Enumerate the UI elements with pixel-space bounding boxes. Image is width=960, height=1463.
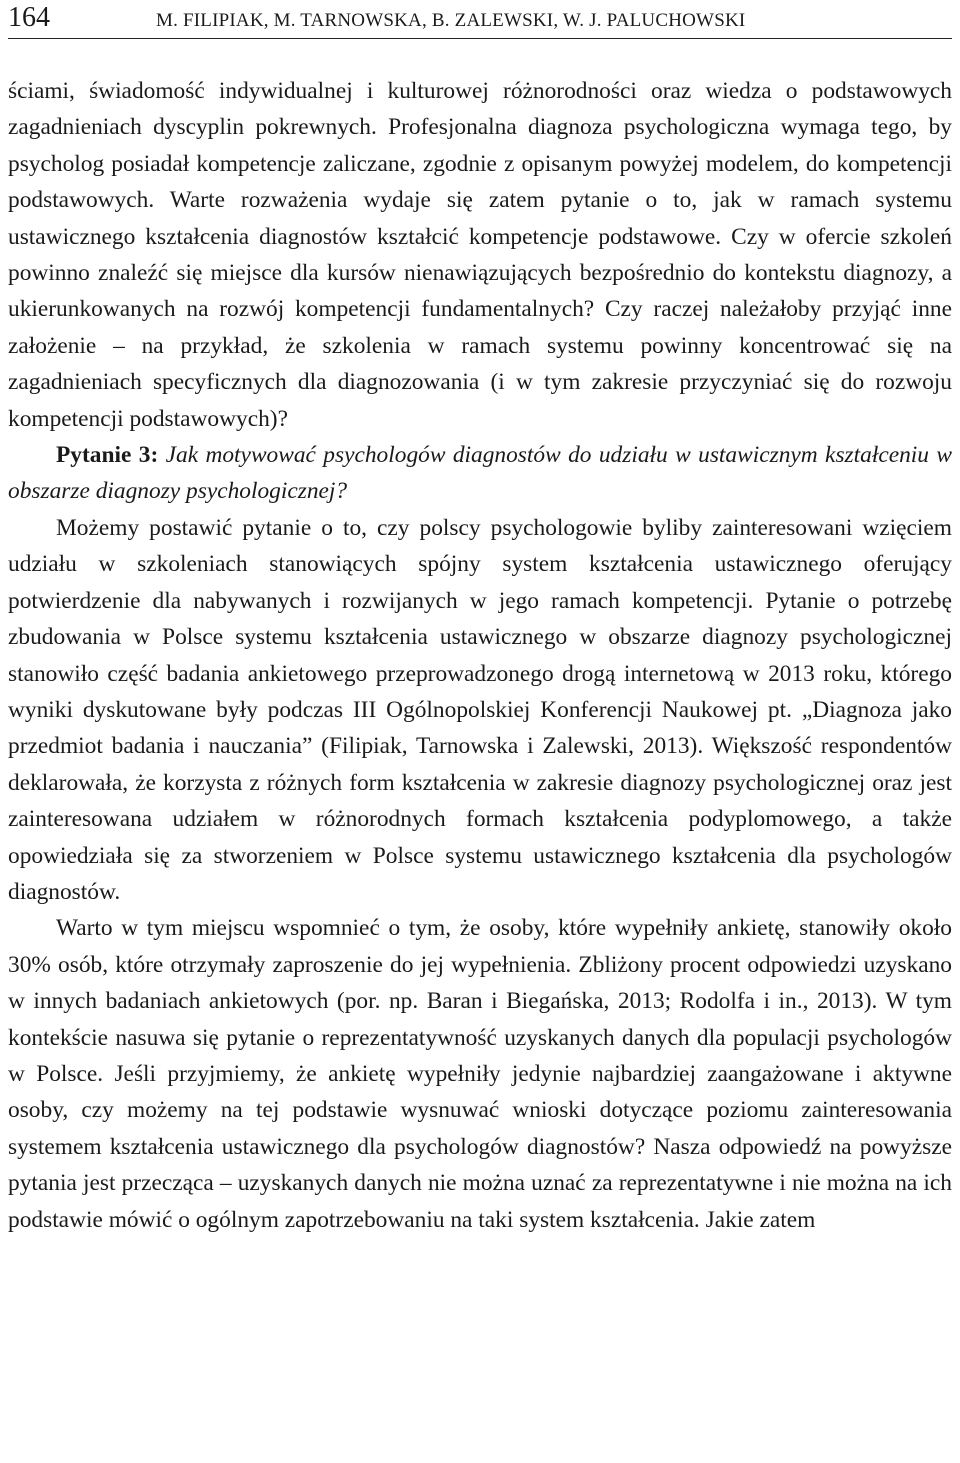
paragraph-3: Warto w tym miejscu wspomnieć o tym, że osoby, które wypełniły ankietę, stanowiły około 30% osób, które otrzymały zaproszenie do jej wypełnienia. Zbliżony procent odpowiedzi uzyskano w innych badaniach ankietowych (por. np. Baran i Biegańska, 2013; Rodolfa i in., 2013). W tym kontekście nasuwa się pytanie o reprezentatywność uzyskanych danych dla populacji psychologów w Polsce. Jeśli przyjmiemy, że ankietę wypełniły jedynie najbardziej zaangażowane i aktywne osoby, czy możemy na tej podstawie wysnuwać wnioski dotyczące poziomu zainteresowania systemem kształcenia ustawicznego dla psychologów diagnostów? Nasza odpowiedź na powyższe pytania jest przecząca – uzyskanych danych nie można uznać za reprezentatywne i nie można na ich podstawie mówić o ogólnym zapotrzebowaniu na taki system kształcenia. Jakie zatem — [8, 915, 952, 1233]
question-label: Pytanie 3: — [56, 442, 159, 469]
paragraph-2: Możemy postawić pytanie o to, czy polscy psychologowie byliby zainteresowani wzięciem udziału w szkoleniach stanowiących spójny system kształcenia ustawicznego oferujący potwierdzenie dla nabywanych i rozwijanych w jego ramach kompetencji. Pytanie o potrzebę zbudowania w Polsce systemu kształcenia ustawicznego w obszarze diagnozy psychologicznej stanowiło część badania ankietowego przeprowadzonego drogą internetową w 2013 roku, którego wyniki dyskutowane były podczas III Ogólnopolskiej Konferencji Naukowej pt. „Diagnoza jako przedmiot badania i nauczania” (Filipiak, Tarnowska i Zalewski, 2013). Większość respondentów deklarowała, że korzysta z różnych form kształcenia w zakresie diagnozy psychologicznej oraz jest zainteresowana udziałem w różnorodnych formach kształcenia podyplomowego, a także opowiedziała się za stworzeniem w Polsce systemu ustawicznego kształcenia dla psychologów diagnostów. — [8, 514, 952, 905]
book-page — [8, 0, 952, 1238]
running-head — [8, 0, 952, 39]
paragraph-continued: ściami, świadomość indywidualnej i kulturowej różnorodności oraz wiedza o podstawowych zagadnieniach dyscyplin pokrewnych. Profesjonalna diagnoza psychologiczna wymaga tego, by psycholog posiadał kompetencje zaliczane, zgodnie z opisanym powyżej modelem, do kompetencji podstawowych. Warte rozważenia wydaje się zatem pytanie o to, jak w ramach systemu ustawicznego kształcenia diagnostów kształcić kompetencje podstawowe. Czy w ofercie szkoleń powinno znaleźć się miejsce dla kursów nienawiązujących bezpośrednio do kontekstu diagnozy, a ukierunkowanych na rozwój kompetencji fundamentalnych? Czy raczej należałoby przyjąć inne założenie – na przykład, że szkolenia w ramach systemu powinny koncentrować się na zagadnieniach specyficznych dla diagnozowania (i w tym zakresie przyczyniać się do rozwoju kompetencji podstawowych)? — [8, 78, 952, 432]
body-text — [8, 73, 952, 1238]
running-head-authors: M. FILIPIAK, M. TARNOWSKA, B. ZALEWSKI, W. J. PALUCHOWSKI — [156, 10, 746, 31]
page-number: 164 — [8, 2, 50, 33]
question-3 — [8, 437, 952, 510]
question-text: Jak motywować psychologów diagnostów do udziału w ustawicznym kształceniu w obszarze diagnozy psychologicznej? — [8, 442, 952, 505]
